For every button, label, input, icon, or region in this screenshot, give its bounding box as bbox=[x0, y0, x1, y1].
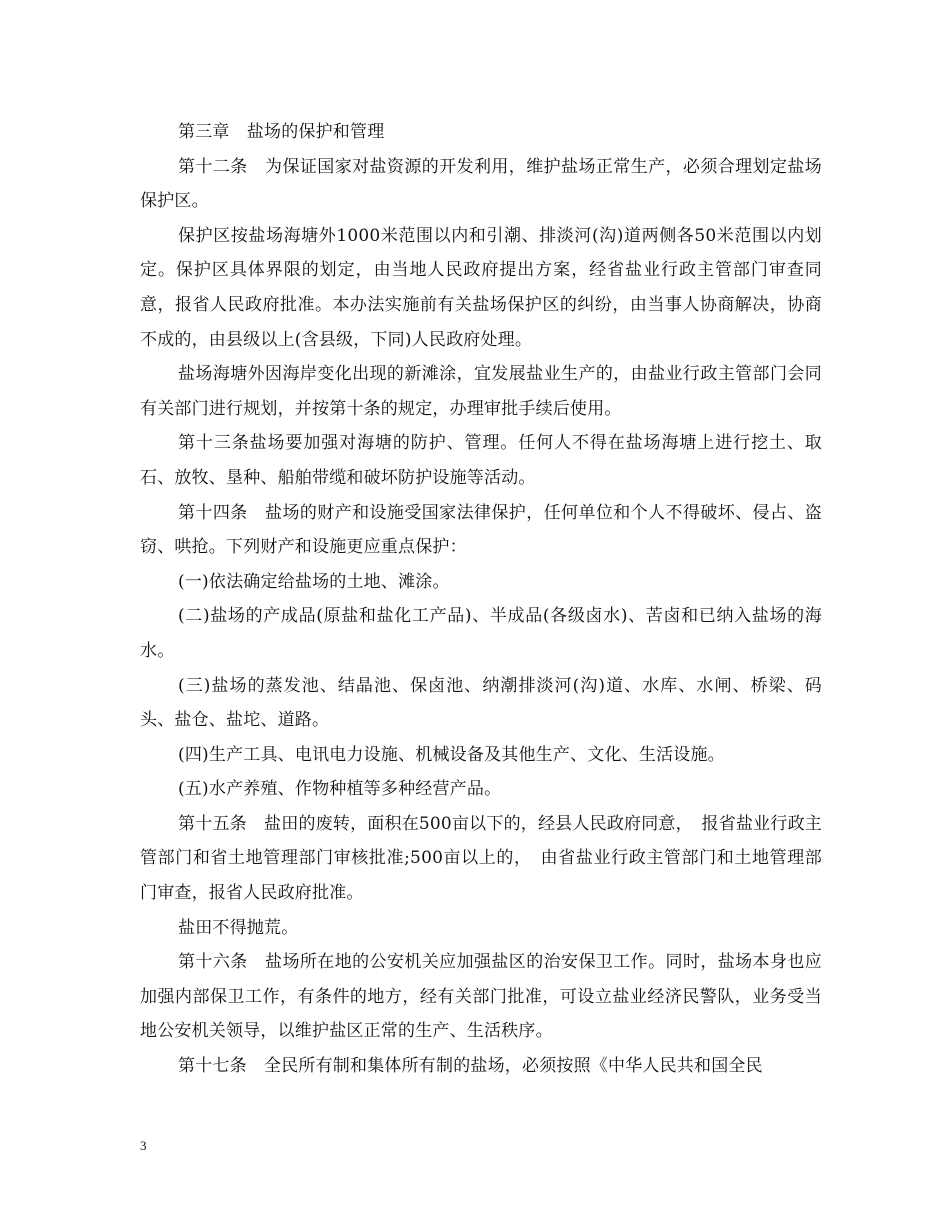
article-14: 第十四条 盐场的财产和设施受国家法律保护，任何单位和个人不得破坏、侵占、盗窃、哄抢。下列财产和设施更应重点保护： bbox=[140, 502, 822, 558]
protection-zone-paragraph: 保护区按盐场海塘外1000米范围以内和引潮、排淡河(沟)道两侧各50米范围以内划定。保护区具体界限的划定，由当地人民政府提出方案，经省盐业行政主管部门审查同意，报省人民政府批准。本办法实施前有关盐场保护区的纠纷，由当事人协商解决，协商不成的，由县级以上(含县级，下同)人民政府处理。 bbox=[140, 225, 822, 350]
article-13: 第十三条盐场要加强对海塘的防护、管理。任何人不得在盐场海塘上进行挖土、取石、放牧、垦种、船舶带缆和破坏防护设施等活动。 bbox=[140, 433, 822, 488]
list-item-1: (一)依法确定给盐场的土地、滩涂。 bbox=[178, 571, 450, 592]
article-17: 第十七条 全民所有制和集体所有制的盐场，必须按照《中华人民共和国全民 bbox=[178, 1056, 763, 1077]
no-abandon-paragraph: 盐田不得抛荒。 bbox=[178, 917, 299, 938]
new-tidal-flat-paragraph: 盐场海塘外因海岸变化出现的新滩涂，宜发展盐业生产的，由盐业行政主管部门会同有关部门进行规划，并按第十条的规定，办理审批手续后使用。 bbox=[140, 364, 822, 419]
article-15: 第十五条 盐田的废转，面积在500亩以下的，经县人民政府同意， 报省盐业行政主管部门和省土地管理部门审核批准;500亩以上的， 由省盐业行政主管部门和土地管理部门审查，报省人民政府批准。 bbox=[140, 813, 822, 904]
list-item-4: (四)生产工具、电讯电力设施、机械设备及其他生产、文化、生活设施。 bbox=[178, 744, 725, 765]
page-number: 3 bbox=[140, 1138, 147, 1153]
list-item-3: (三)盐场的蒸发池、结晶池、保卤池、纳潮排淡河(沟)道、水库、水闸、桥梁、码头、盐仓、盐坨、道路。 bbox=[140, 675, 822, 731]
document-body bbox=[140, 115, 822, 1084]
chapter-heading: 第三章 盐场的保护和管理 bbox=[178, 122, 385, 142]
article-12: 第十二条 为保证国家对盐资源的开发利用，维护盐场正常生产，必须合理划定盐场保护区。 bbox=[140, 156, 822, 212]
list-item-5: (五)水产养殖、作物种植等多种经营产品。 bbox=[178, 779, 502, 800]
list-item-2: (二)盐场的产成品(原盐和盐化工产品)、半成品(各级卤水)、苦卤和已纳入盐场的海水。 bbox=[140, 606, 822, 661]
article-16: 第十六条 盐场所在地的公安机关应加强盐区的治安保卫工作。同时，盐场本身也应加强内部保卫工作，有条件的地方，经有关部门批准，可设立盐业经济民警队，业务受当地公安机关领导，以维护盐区正常的生产、生活秩序。 bbox=[140, 952, 822, 1042]
